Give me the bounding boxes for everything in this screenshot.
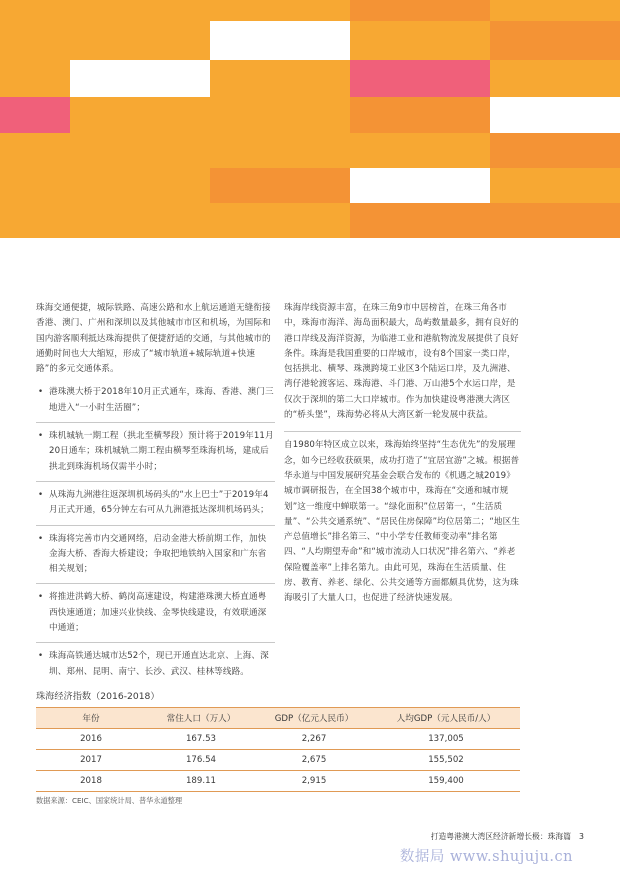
mosaic-tile xyxy=(70,97,210,133)
header-mosaic-banner xyxy=(0,0,620,238)
table-header-row xyxy=(36,708,520,729)
mosaic-tile xyxy=(70,21,210,60)
mosaic-tile xyxy=(0,60,70,97)
bullet-item: • 珠海将完善市内交通网络，启动金港大桥前期工作，加快金海大桥、香海大桥建设；争取把地铁纳入国家和广东省相关规划； xyxy=(36,532,275,585)
mosaic-tile xyxy=(350,203,490,238)
mosaic-tile xyxy=(0,21,70,60)
mosaic-tile xyxy=(210,21,350,60)
mosaic-tile xyxy=(350,133,490,168)
table-row xyxy=(36,750,520,771)
mosaic-tile xyxy=(490,97,620,133)
mosaic-tile xyxy=(350,168,490,203)
mosaic-tile xyxy=(490,60,620,97)
table-cell: 2018 xyxy=(36,771,146,792)
mosaic-tile xyxy=(70,133,210,168)
mosaic-tile xyxy=(490,168,620,203)
table-cell: 155,502 xyxy=(372,750,520,771)
table-row xyxy=(36,771,520,792)
column-header: GDP（亿元人民币） xyxy=(256,708,372,729)
mosaic-tile xyxy=(70,203,210,238)
bullet-item: • 珠机城轨一期工程（拱北至横琴段）预计将于2019年11月20日通车；珠机城轨二期工程由横琴至珠海机场，建成后拱北到珠海机场仅需半小时； xyxy=(36,429,275,482)
bullet-item: • 将推进洪鹤大桥、鹤岗高速建设，构建港珠澳大桥直通粤西快速通道；加速兴业快线、金琴快线建设，有效联通深中通道； xyxy=(36,590,275,643)
data-source-note: 数据来源：CEIC、国家统计局、普华永道整理 xyxy=(36,796,183,805)
mosaic-tile xyxy=(350,0,490,21)
column-header: 常住人口（万人） xyxy=(146,708,256,729)
table-row xyxy=(36,729,520,750)
mosaic-tile xyxy=(490,133,620,168)
mosaic-tile xyxy=(0,97,70,133)
mosaic-tile xyxy=(210,133,350,168)
table-cell: 167.53 xyxy=(146,729,256,750)
mosaic-tile xyxy=(490,203,620,238)
table-cell: 159,400 xyxy=(372,771,520,792)
mosaic-tile xyxy=(210,168,350,203)
table-cell: 2016 xyxy=(36,729,146,750)
transport-bullet-list xyxy=(36,385,275,685)
transport-intro-paragraph: 珠海交通便捷，城际铁路、高速公路和水上航运通道无缝衔接香港、澳门、广州和深圳以及其他城市市区和机场，为国际和国内游客顺利抵达珠海提供了便捷舒适的交通，与其他城市的通勤时间也大大缩短，形成了“城市轨道+城际轨道+快速路”的多元交通体系。 xyxy=(36,303,271,375)
mosaic-tile xyxy=(70,0,210,21)
mosaic-tile xyxy=(0,203,70,238)
left-column xyxy=(36,301,275,692)
economic-index-table xyxy=(36,707,520,792)
table-cell: 137,005 xyxy=(372,729,520,750)
column-header: 人均GDP（元人民币/人） xyxy=(372,708,520,729)
mosaic-tile xyxy=(350,60,490,97)
livability-paragraph: 自1980年特区成立以来，珠海始终坚持“生态优先”的发展理念，如今已经收获硕果，成功打造了“宜居宜游”之城。根据普华永道与中国发展研究基金会联合发布的《机遇之城2019》城市调研报告，在全国38个城市中，珠海在“交通和城市规划”这一维度中蝉联第一。“绿化面积”位居第一，“生活质量”、“公共交通系统”、“居民住房保障”均位居第二；“地区生产总值增长”排名第三、“中小学专任教师变动率”排名第四、“人均期望寿命”和“城市流动人口状况”排名第六、“养老保险覆盖率”上排名第九。由此可见，珠海在生活质量、住房、教育、养老、绿化、公共交通等方面都颇具优势，这为珠海吸引了大量人口，也促进了经济快速发展。 xyxy=(284,431,521,606)
page-footer xyxy=(431,831,584,842)
mosaic-tile xyxy=(70,60,210,97)
mosaic-tile xyxy=(0,133,70,168)
mosaic-tile xyxy=(490,21,620,60)
mosaic-tile xyxy=(350,21,490,60)
mosaic-tile xyxy=(0,168,70,203)
table-cell: 2017 xyxy=(36,750,146,771)
mosaic-tile xyxy=(0,0,70,21)
footer-title: 打造粤港澳大湾区经济新增长极：珠海篇 xyxy=(430,832,572,841)
mosaic-tile xyxy=(350,97,490,133)
page-number: 3 xyxy=(579,832,584,841)
bullet-item: • 港珠澳大桥于2018年10月正式通车，珠海、香港、澳门三地进入“一小时生活圈”； xyxy=(36,385,275,423)
mosaic-tile xyxy=(70,168,210,203)
mosaic-tile xyxy=(210,0,350,21)
port-resources-paragraph: 珠海岸线资源丰富，在珠三角9市中居榜首，在珠三角各市中，珠海市海洋、海岛面积最大，岛屿数量最多，拥有良好的港口岸线及海洋资源，为临港工业和港航物流发展提供了良好条件。珠海是我国重要的口岸城市，设有8个国家一类口岸，包括拱北、横琴、珠澳跨境工业区3个陆运口岸，及九洲港、湾仔港轮渡客运、珠海港、斗门港、万山港5个水运口岸，是仅次于深圳的第二大口岸城市。作为加快建设粤港澳大湾区的“桥头堡”，珠海势必将从大湾区新一轮发展中获益。 xyxy=(284,303,519,421)
mosaic-tile xyxy=(210,60,350,97)
bullet-item: • 珠海高铁通达城市达52个，现已开通直达北京、上海、深圳、郑州、昆明、南宁、长沙、武汉、桂林等线路。 xyxy=(36,649,275,686)
table-cell: 189.11 xyxy=(146,771,256,792)
table-cell: 176.54 xyxy=(146,750,256,771)
mosaic-tile xyxy=(490,0,620,21)
table-cell: 2,267 xyxy=(256,729,372,750)
table-cell: 2,675 xyxy=(256,750,372,771)
bullet-item: • 从珠海九洲港往返深圳机场码头的“水上巴士”于2019年4月正式开通，65分钟左右可从九洲港抵达深圳机场码头； xyxy=(36,488,275,526)
table-title: 珠海经济指数（2016-2018） xyxy=(36,691,160,702)
watermark: 数据局 www.shujuju.cn xyxy=(399,849,573,865)
right-column xyxy=(284,301,521,607)
column-header: 年份 xyxy=(36,708,146,729)
table-cell: 2,915 xyxy=(256,771,372,792)
mosaic-tile xyxy=(210,97,350,133)
mosaic-tile xyxy=(210,203,350,238)
